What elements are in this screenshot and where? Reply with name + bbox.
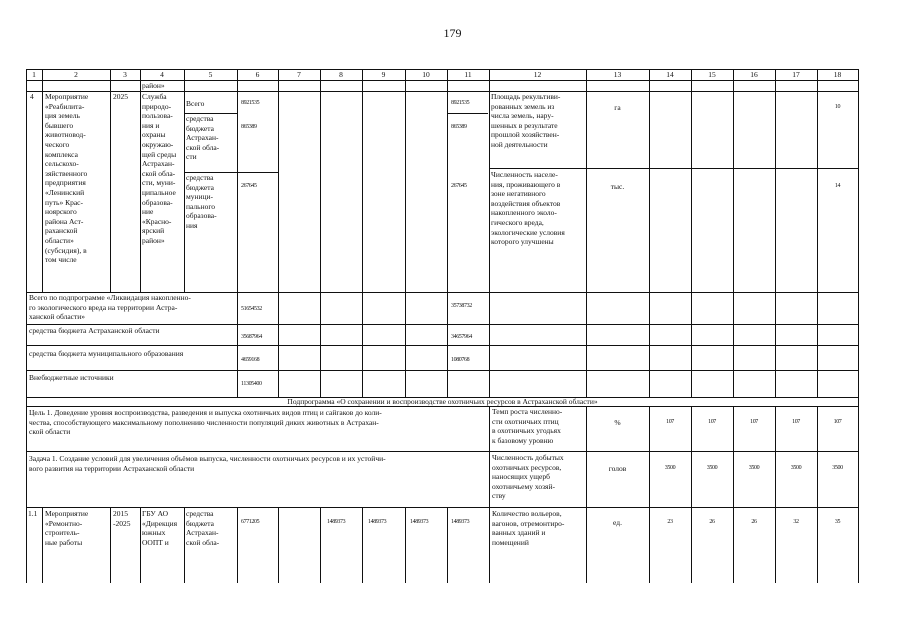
value-col8: 1489373 [327, 519, 346, 525]
unit: ед. [613, 518, 622, 527]
measure-years: 2015 -2025 [113, 509, 131, 528]
total-label: средства бюджета Астраханской области [29, 326, 160, 335]
value-col9: 1489373 [368, 519, 387, 525]
col-header: 10 [422, 70, 430, 79]
value-col11: 865389 [451, 124, 467, 130]
value-col6: 6771205 [241, 519, 260, 525]
col-header: 4 [160, 70, 164, 79]
value-col11: 1489373 [451, 519, 470, 525]
indicator: Количество вольеров, вагонов, отремонтиро- ванных зданий и помещений [492, 509, 565, 547]
col-header: 8 [339, 70, 343, 79]
value: 35 [834, 519, 841, 525]
col-header: 2 [74, 70, 78, 79]
unit: голов [608, 464, 627, 473]
total-col11: 34657964 [451, 334, 472, 340]
value-col10: 1489373 [410, 519, 429, 525]
unit: тыс. [610, 182, 625, 191]
col-header: 9 [381, 70, 386, 79]
total-col6: 4659168 [241, 357, 260, 363]
goal-text: Цель 1. Доведение уровня воспроизводства, разведения и выпуска охотничьих видов птиц и сайгаков до коли- чества, способствующего максимальному пополнению численности популяций диких животных в Астрахан- ской области [29, 408, 382, 437]
funding-source: средства бюджета Астрахан- ской обла- [186, 509, 220, 547]
row-number: 1.1 [28, 509, 38, 518]
source-total: Всего [186, 99, 205, 108]
col-header: 5 [208, 70, 213, 79]
total-label: Внебюджетные источники [29, 373, 114, 382]
value: 23 [667, 519, 673, 525]
value: 107 [792, 419, 800, 425]
measure-year: 2025 [113, 92, 128, 101]
indicator: Площадь рекультиви- рованных земель из числа земель, нару- шенных в результате прошлой хозяйствен- ной деятельности [491, 92, 561, 149]
col-header: 17 [792, 70, 800, 79]
total-col6: 51654532 [241, 306, 262, 312]
col-header: 7 [297, 70, 301, 79]
col-header: 18 [833, 70, 842, 79]
value: 3500 [790, 465, 802, 471]
value: 3500 [706, 465, 718, 471]
value-col6: 8921535 [241, 100, 260, 106]
col-header: 12 [533, 70, 542, 79]
measure-name: Мероприятие «Ремонтно- строитель- ные работы [45, 509, 89, 547]
value-col18: 14 [834, 183, 841, 189]
value: 3500 [832, 465, 843, 471]
unit: га [614, 103, 621, 112]
value: 26 [709, 519, 715, 525]
source-regional: средства бюджета Астрахан- ской обла- сти [186, 114, 220, 162]
indicator: Численность населе- ния, проживающего в зоне негативного воздействия объектов накопленного эколо- гического вреда, экологические условия которого улучшены [491, 170, 565, 247]
col-header: 14 [666, 70, 674, 79]
value: 107 [833, 419, 842, 425]
value: 107 [750, 419, 758, 425]
total-col11: 35738732 [451, 303, 472, 309]
col-header: 3 [123, 70, 127, 79]
value-col18: 10 [834, 104, 841, 110]
source-municipal: средства бюджета муници- пального образова- ния [186, 173, 217, 230]
total-col11: 1080768 [451, 357, 470, 363]
row-number: 4 [30, 92, 34, 101]
subprogram-title: Подпрограмма «О сохранении и воспроизводстве охотничьих ресурсов в Астраханской области» [287, 397, 598, 406]
total-col6: 35687964 [241, 334, 262, 340]
page-number: 179 [443, 26, 462, 40]
total-label: средства бюджета муниципального образования [29, 349, 184, 358]
col-header: 6 [255, 70, 260, 79]
value: 107 [708, 419, 716, 425]
value: 26 [751, 519, 757, 525]
total-label: Всего по подпрограмме «Ликвидация накопленно- го экологического вреда на территории Астра- ханской области» [29, 293, 191, 322]
executor: Служба природо- пользова- ния и охраны окружаю- щей среды Астрахан- ской обла- сти, муни- ципальное образова- ние «Красно- ярский район» [142, 92, 177, 245]
value: 32 [793, 519, 799, 525]
col-header: 1 [32, 70, 36, 79]
value-col6: 267645 [241, 183, 257, 189]
col-header: 13 [613, 70, 622, 79]
value: 3500 [664, 465, 676, 471]
indicator: Темп роста численно- сти охотничьих птиц в охотничьих угодьях к базовому уровню [492, 407, 563, 445]
value-col11: 267645 [451, 183, 467, 189]
value-col11: 8921535 [451, 100, 470, 106]
value: 107 [666, 419, 674, 425]
task-text: Задача 1. Создание условий для увеличения объёмов выпуска, численности охотничьих ресурсов и их устойчи- вого развития на территории Астраханской области [29, 454, 386, 473]
col-header: 15 [708, 70, 716, 79]
measure-name: Мероприятие «Реабилита- ция земель бывшего животновод- ческого комплекса сельскохо- зяйственного предприятия «Ленинский путь» Крас- ноярского района Аст- раханской области» (субсидия), в том числе [45, 92, 89, 265]
indicator: Численность добытых охотничьих ресурсов, наносящих ущерб охотничьему хозяй- ству [492, 453, 564, 501]
executor: ГБУ АО «Дирекция южных ООПТ и [142, 509, 178, 547]
total-col6: 11305400 [241, 381, 262, 387]
continued-text: район» [142, 81, 165, 90]
col-header: 11 [464, 70, 472, 79]
value-col6: 865389 [241, 124, 257, 130]
unit: % [614, 418, 621, 427]
value: 3500 [748, 465, 760, 471]
col-header: 16 [750, 70, 758, 79]
